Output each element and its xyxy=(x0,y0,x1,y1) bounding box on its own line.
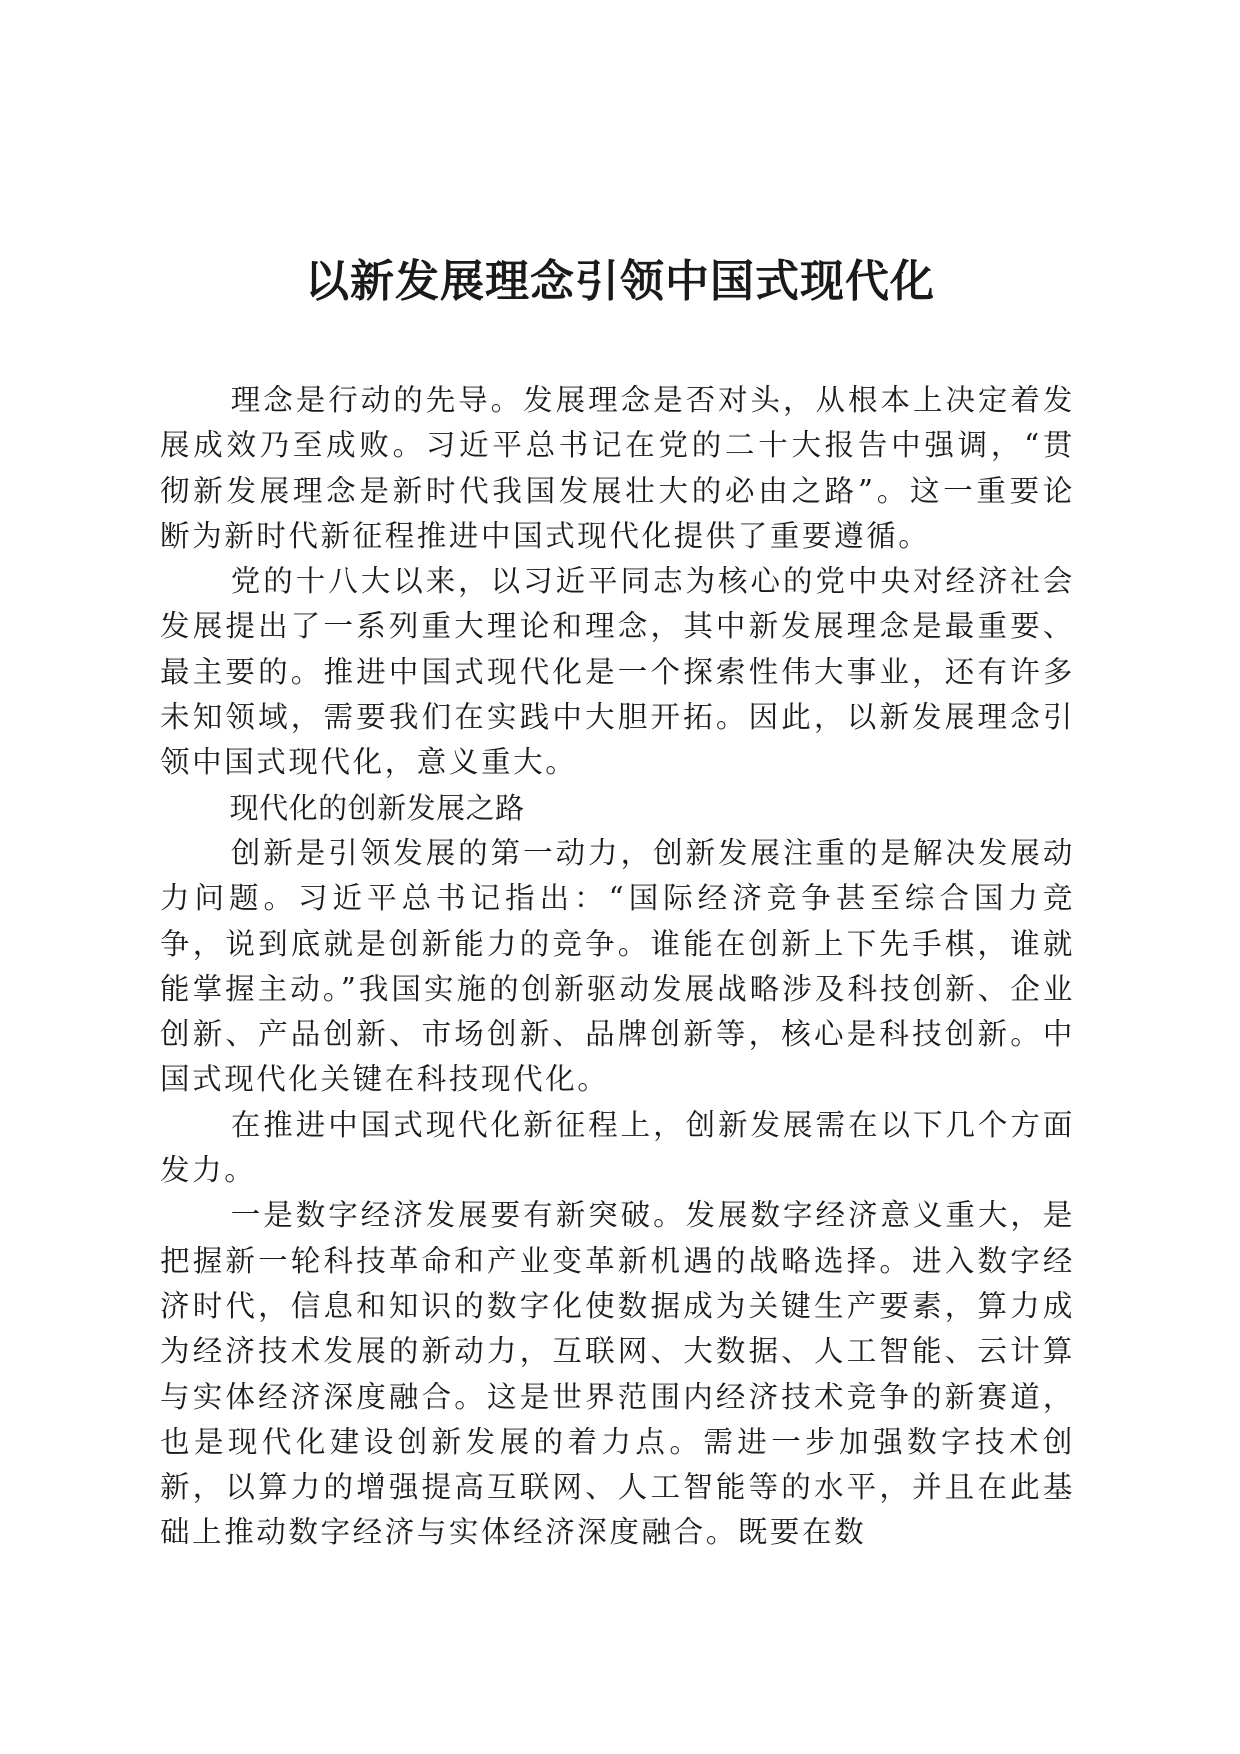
paragraph-focus-areas: 在推进中国式现代化新征程上，创新发展需在以下几个方面发力。 xyxy=(160,1107,1075,1188)
paragraph-background: 党的十八大以来，以习近平同志为核心的党中央对经济社会发展提出了一系列重大理论和理念，其中新发展理念是最重要、最主要的。推进中国式现代化是一个探索性伟大事业，还有许多未知领域，需要我们在实践中大胆开拓。因此，以新发展理念引领中国式现代化，意义重大。 xyxy=(160,564,1075,780)
paragraph-innovation: 创新是引领发展的第一动力，创新发展注重的是解决发展动力问题。习近平总书记指出：“国际经济竞争甚至综合国力竞争，说到底就是创新能力的竞争。谁能在创新上下先手棋，谁就能掌握主动。”我国实施的创新驱动发展战略涉及科技创新、企业创新、产品创新、市场创新、品牌创新等，核心是科技创新。中国式现代化关键在科技现代化。 xyxy=(160,835,1075,1097)
document-title: 以新发展理念引领中国式现代化 xyxy=(305,256,935,307)
document-body xyxy=(160,378,1075,1556)
paragraph-digital-economy: 一是数字经济发展要有新突破。发展数字经济意义重大，是把握新一轮科技革命和产业变革新机遇的战略选择。进入数字经济时代，信息和知识的数字化使数据成为关键生产要素，算力成为经济技术发展的新动力，互联网、大数据、人工智能、云计算与实体经济深度融合。这是世界范围内经济技术竞争的新赛道，也是现代化建设创新发展的着力点。需进一步加强数字技术创新，以算力的增强提高互联网、人工智能等的水平，并且在此基础上推动数字经济与实体经济深度融合。既要在数 xyxy=(160,1198,1075,1550)
section-heading-innovation: 现代化的创新发展之路 xyxy=(229,790,525,825)
paragraph-intro: 理念是行动的先导。发展理念是否对头，从根本上决定着发展成效乃至成败。习近平总书记在党的二十大报告中强调，“贯彻新发展理念是新时代我国发展壮大的必由之路”。这一重要论断为新时代新征程推进中国式现代化提供了重要遵循。 xyxy=(160,383,1075,553)
